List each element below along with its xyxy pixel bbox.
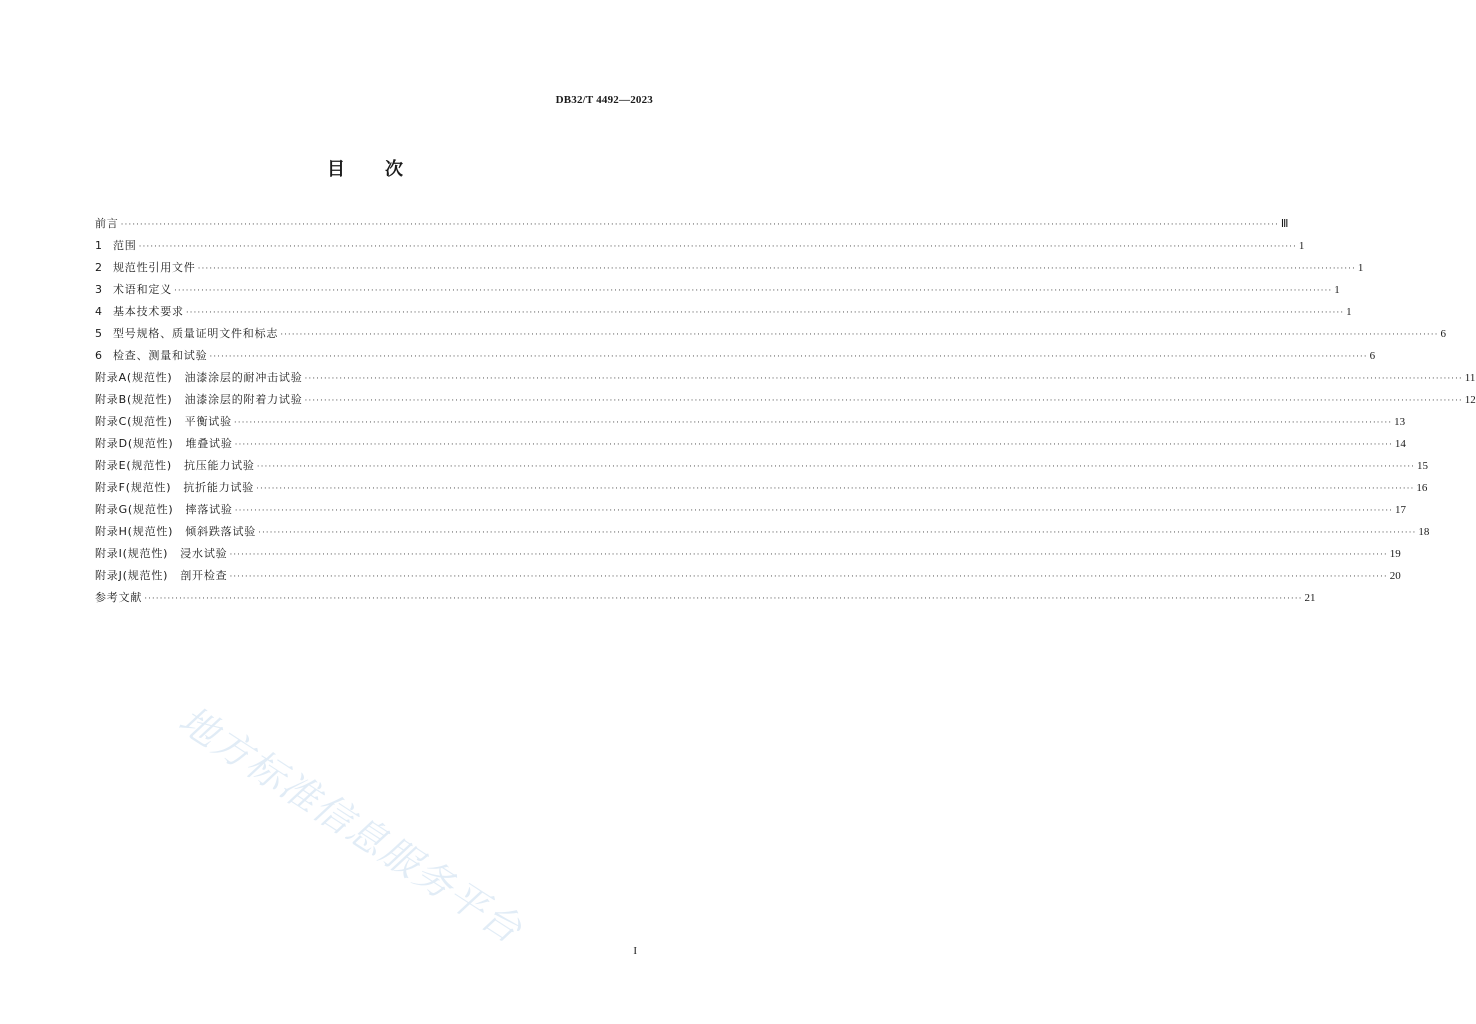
toc-entry-label: 基本技术要求: [113, 305, 184, 318]
toc-entry-number: 2: [95, 261, 103, 274]
toc-entry-page: 11: [1464, 372, 1476, 384]
toc-dot-leader: ············································································································································································································································································································: [209, 352, 1368, 362]
toc-dot-leader: ············································································································································································································································································································: [304, 374, 1463, 384]
toc-entry-page: 1: [1357, 262, 1364, 274]
toc-entry[interactable]: [95, 411, 1406, 433]
toc-entry-page: 15: [1417, 460, 1429, 472]
toc-entry-page: 1: [1334, 284, 1340, 296]
page-number: I: [633, 945, 637, 957]
toc-entry[interactable]: [95, 301, 1352, 323]
toc-dot-leader: ············································································································································································································································································································: [197, 264, 1356, 274]
toc-entry-subtitle: 摔落试验: [185, 503, 233, 516]
toc-entry[interactable]: [95, 521, 1430, 543]
toc-entry-page: 12: [1464, 394, 1476, 406]
toc-entry-title: [95, 477, 254, 499]
toc-entry-title: [95, 565, 227, 587]
toc-entry-label: 附录A(规范性): [95, 371, 173, 384]
toc-entry-subtitle: 倾斜跌落试验: [185, 525, 257, 538]
toc-entry-page: 18: [1418, 526, 1430, 538]
toc-entry-page: 13: [1394, 416, 1406, 428]
toc-entry[interactable]: [95, 587, 1316, 609]
toc-entry-title: [95, 213, 119, 235]
toc-entry[interactable]: [95, 367, 1476, 389]
toc-entry-subtitle: 浸水试验: [180, 547, 228, 560]
title-part-1: 目: [327, 159, 345, 180]
toc-entry-subtitle: 油漆涂层的附着力试验: [184, 393, 303, 406]
toc-entry-page: Ⅲ: [1280, 218, 1289, 230]
toc-entry-number: 1: [95, 239, 103, 252]
toc-entry-page: 6: [1440, 328, 1446, 340]
toc-entry[interactable]: [95, 477, 1428, 499]
toc-entry-label: 附录C(规范性): [95, 415, 173, 428]
standard-code: DB32/T 4492—2023: [555, 94, 653, 106]
toc-dot-leader: ············································································································································································································································································································: [138, 242, 1297, 252]
toc-entry-label: 范围: [113, 239, 137, 252]
toc-dot-leader: ············································································································································································································································································································: [185, 308, 1345, 318]
toc-entry-title: [95, 323, 278, 345]
toc-entry-title: [95, 499, 233, 521]
toc-dot-leader: ············································································································································································································································································································: [233, 418, 1393, 428]
toc-entry[interactable]: [95, 323, 1446, 345]
toc-entry[interactable]: [95, 499, 1406, 521]
toc-entry-title: [95, 345, 207, 367]
toc-entry[interactable]: [95, 213, 1289, 235]
watermark-text: 地方标准信息服务平台: [171, 697, 531, 953]
toc-entry-subtitle: 油漆涂层的耐冲击试验: [184, 371, 303, 384]
toc-entry-number: 6: [95, 349, 103, 362]
toc-dot-leader: ············································································································································································································································································································: [229, 572, 1388, 582]
toc-entry-number: 3: [95, 283, 103, 296]
toc-entry-label: 型号规格、质量证明文件和标志: [113, 327, 279, 340]
toc-entry[interactable]: [95, 389, 1476, 411]
toc-entry-label: 附录J(规范性): [95, 569, 169, 582]
toc-entry-page: 14: [1394, 438, 1406, 450]
toc-entry[interactable]: [95, 455, 1429, 477]
toc-entry[interactable]: [95, 543, 1401, 565]
toc-entry-label: 术语和定义: [113, 283, 172, 296]
toc-dot-leader: ············································································································································································································································································································: [256, 484, 1415, 494]
table-of-contents: [95, 213, 1476, 609]
toc-entry[interactable]: [95, 345, 1376, 367]
toc-entry-title: [95, 301, 184, 323]
toc-dot-leader: ············································································································································································································································································································: [174, 286, 1333, 296]
toc-entry-page: 1: [1346, 306, 1352, 318]
toc-entry-label: 检查、测量和试验: [113, 349, 208, 362]
toc-entry-title: [95, 433, 233, 455]
toc-entry-page: 16: [1416, 482, 1428, 494]
toc-entry-title: [95, 455, 255, 477]
toc-entry-title: [95, 389, 303, 411]
toc-entry-title: [95, 235, 137, 257]
toc-entry[interactable]: [95, 279, 1340, 301]
toc-entry-subtitle: 抗折能力试验: [183, 481, 255, 494]
toc-entry[interactable]: [95, 257, 1364, 279]
toc-entry-label: 附录G(规范性): [95, 503, 174, 516]
toc-entry-title: [95, 543, 227, 565]
toc-dot-leader: ············································································································································································································································································································: [280, 330, 1439, 340]
toc-dot-leader: ············································································································································································································································································································: [234, 440, 1393, 450]
page-title: [0, 155, 730, 181]
toc-entry-subtitle: 平衡试验: [184, 415, 232, 428]
toc-dot-leader: ············································································································································································································································································································: [234, 506, 1393, 516]
toc-dot-leader: ············································································································································································································································································································: [258, 528, 1417, 538]
toc-entry-page: 1: [1298, 240, 1305, 252]
toc-entry-page: 19: [1389, 548, 1401, 560]
toc-entry-subtitle: 抗压能力试验: [183, 459, 255, 472]
toc-dot-leader: ············································································································································································································································································································: [229, 550, 1388, 560]
toc-entry-page: 17: [1394, 504, 1406, 516]
toc-entry-label: 附录E(规范性): [95, 459, 172, 472]
toc-entry-number: 5: [95, 327, 103, 340]
toc-entry[interactable]: [95, 565, 1401, 587]
toc-dot-leader: ············································································································································································································································································································: [120, 220, 1279, 230]
toc-entry-title: [95, 257, 196, 279]
toc-entry[interactable]: [95, 235, 1305, 257]
toc-entry[interactable]: [95, 433, 1406, 455]
toc-entry-label: 前言: [95, 217, 119, 230]
toc-entry-label: 附录B(规范性): [95, 393, 173, 406]
toc-entry-label: 规范性引用文件: [113, 261, 196, 274]
toc-entry-title: [95, 367, 303, 389]
toc-entry-label: 附录I(规范性): [95, 547, 169, 560]
toc-entry-page: 20: [1389, 570, 1401, 582]
toc-entry-title: [95, 587, 142, 609]
title-part-2: 次: [385, 159, 403, 180]
toc-entry-page: 6: [1369, 350, 1376, 362]
toc-entry-title: [95, 521, 256, 543]
toc-dot-leader: ············································································································································································································································································································: [256, 462, 1416, 472]
toc-entry-label: 附录D(规范性): [95, 437, 174, 450]
toc-entry-label: 附录F(规范性): [95, 481, 172, 494]
toc-entry-label: 附录H(规范性): [95, 525, 174, 538]
toc-entry-number: 4: [95, 305, 103, 318]
toc-dot-leader: ············································································································································································································································································································: [144, 594, 1303, 604]
toc-entry-subtitle: 剖开检查: [180, 569, 228, 582]
toc-entry-page: 21: [1304, 592, 1316, 604]
toc-entry-title: [95, 279, 172, 301]
toc-entry-subtitle: 堆叠试验: [185, 437, 233, 450]
toc-dot-leader: ············································································································································································································································································································: [304, 396, 1463, 406]
toc-entry-label: 参考文献: [95, 591, 143, 604]
toc-entry-title: [95, 411, 232, 433]
